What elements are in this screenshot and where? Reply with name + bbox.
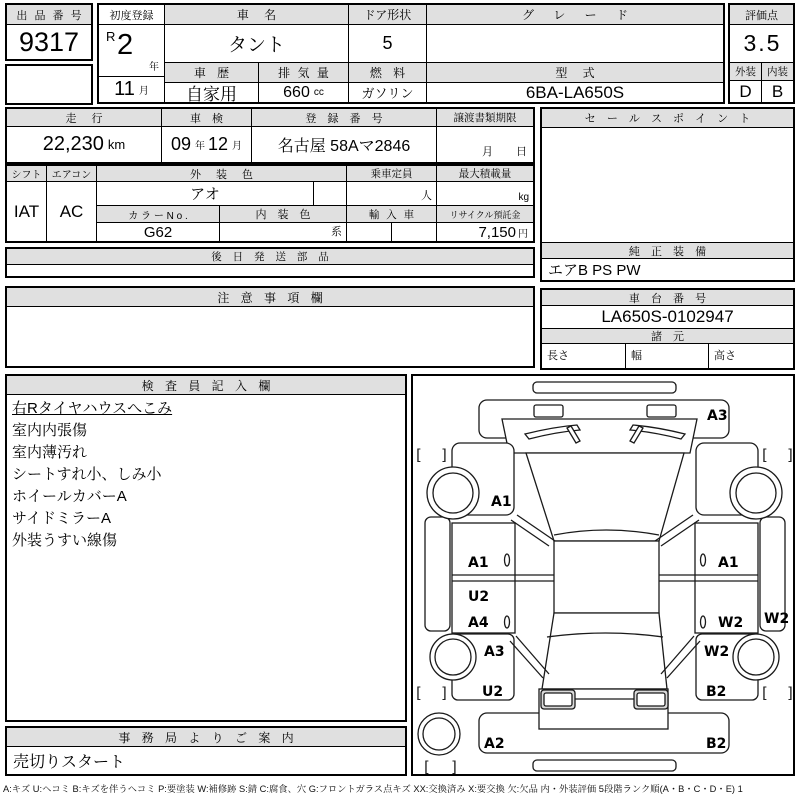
reg-month: 11 [114, 78, 135, 100]
sales-point-value [542, 128, 793, 242]
shift-value: IAT [7, 182, 47, 241]
bracket-icon: ] [441, 684, 447, 702]
inspection-year: 09 [170, 134, 191, 154]
rear-right-wheel-inner [738, 639, 774, 675]
equipment-label: 純 正 装 備 [542, 242, 793, 259]
inspector-note-line: ホイールカバーA [12, 488, 127, 505]
rear-bumper-strip [533, 760, 676, 771]
chassis-label: 車 台 番 号 [542, 290, 793, 306]
front-bumper-right-detail [647, 405, 676, 417]
office-notice-label: 事 務 局 よ り ご 案 内 [7, 728, 405, 747]
grade-label: グ レ ー ド [427, 5, 723, 25]
plate-number-label: 登 録 番 号 [252, 109, 437, 127]
grade-value [427, 25, 723, 63]
right-front-door-handle [701, 554, 706, 566]
car-name-value: タント [165, 25, 349, 63]
right-rear-fold-line [661, 636, 694, 674]
auction-number-value: 9317 [18, 26, 80, 57]
aircon-value: AC [47, 182, 97, 241]
specs-label: 諸 元 [542, 328, 793, 344]
right-taillight-inner [637, 693, 665, 706]
interior-grade-value: B [771, 81, 784, 101]
aircon-label: エアコン [47, 166, 97, 182]
spec-length-label: 長さ [542, 344, 626, 368]
damage-label-left-fender: A1 [491, 494, 512, 510]
shift-label: シフト [7, 166, 47, 182]
transfer-day-unit: 日 [516, 146, 527, 158]
inspector-note-line: 外装うすい線傷 [12, 532, 118, 549]
damage-code-legend: A:キズ U:ヘコミ B:キズを伴うヘコミ P:要塗装 W:補修跡 S:錆 C:腐食、穴 G:フロントガラス点キズ XX:交換済み X:要交換 欠:欠品 内・外装評価 5段階ランク順(A・B・C・D・E) 1 [3, 784, 743, 794]
inspection-value-cell [162, 127, 252, 162]
left-sill [425, 517, 450, 631]
inspector-note-line: サイドミラーA [12, 510, 111, 527]
transfer-docs-value-cell [437, 127, 533, 162]
damage-label-right-sill: W2 [764, 611, 790, 627]
displacement-label: 排 気 量 [259, 63, 349, 83]
exterior-grade-label: 外装 [730, 63, 762, 81]
rating-label: 評価点 [730, 5, 793, 25]
mileage-value-cell [7, 127, 162, 162]
interior-grade-label: 内装 [762, 63, 793, 81]
imported-label: 輸 入 車 [347, 206, 437, 223]
sales-point-box [540, 107, 795, 282]
bracket-icon: [ [762, 684, 768, 702]
inspection-year-unit: 年 [195, 141, 205, 152]
rear-left-wheel-inner [435, 639, 471, 675]
left-rear-fold-line2 [510, 641, 543, 678]
damage-label-right-quarter: W2 [704, 644, 730, 660]
damage-label-front-bumper: A3 [707, 408, 728, 424]
exterior-color-value: アオ [97, 182, 314, 206]
exterior-color-sub-cell [314, 182, 347, 206]
left-rear-door-handle [505, 616, 510, 628]
rating-box [728, 3, 795, 104]
mileage-value: 22,230 [42, 133, 104, 155]
windshield [526, 453, 684, 541]
front-bumper-left-detail [534, 405, 563, 417]
spec-height-label: 高さ [714, 350, 736, 362]
auction-number-empty-box [5, 64, 93, 105]
first-registration-label: 初度登録 [99, 5, 165, 25]
history-label: 車 歴 [165, 63, 259, 83]
inspector-note-line: 室内内張傷 [12, 422, 88, 439]
bracket-icon: [ [416, 446, 422, 464]
bracket-icon: ] [787, 684, 793, 702]
era-letter: R [106, 29, 116, 44]
mileage-unit: km [107, 137, 126, 152]
rear-window [542, 613, 667, 689]
fuel-label: 燃 料 [349, 63, 427, 83]
front-bumper-strip [533, 382, 676, 393]
right-rear-fold-line2 [667, 641, 700, 678]
exterior-color-label: 外 装 色 [97, 166, 347, 182]
imported-cell-1 [347, 223, 392, 241]
mileage-row-table [5, 107, 535, 164]
bracket-icon: ] [451, 758, 457, 774]
fuel-value: ガソリン [349, 83, 427, 102]
office-notice-box [5, 726, 407, 776]
inspector-note-line: シートすれ小、しみ小 [12, 466, 162, 483]
front-left-wheel-inner [433, 473, 473, 513]
imported-cell-2 [392, 223, 437, 241]
capacity-label: 乗車定員 [347, 166, 437, 182]
exterior-grade-value: D [730, 81, 762, 102]
door-shape-label: ドア形状 [349, 5, 427, 25]
later-parts-box [5, 247, 535, 278]
car-name-label: 車 名 [165, 5, 349, 25]
damage-label-rear-bumper-left: A2 [484, 736, 505, 752]
mileage-label: 走 行 [7, 109, 162, 127]
plate-number-value: 名古屋 58Aマ2846 [252, 127, 437, 162]
max-load-label: 最大積載量 [437, 166, 533, 182]
rating-score: 3.5 [730, 25, 793, 63]
era-year: 2 [117, 29, 134, 61]
left-taillight-inner [544, 693, 572, 706]
interior-color-value-cell [220, 223, 347, 241]
sales-point-label: セ ー ル ス ポ イ ン ト [542, 109, 793, 128]
capacity-value-cell [347, 182, 437, 206]
model-code-label: 型 式 [427, 63, 723, 83]
door-shape-value: 5 [349, 25, 427, 63]
inspector-notes-body [12, 398, 402, 552]
color-no-label: カ ラ ー N o . [97, 206, 220, 223]
spare-tire-inner [423, 718, 455, 750]
damage-label-right-quarter-lower: B2 [706, 684, 727, 700]
inspection-label: 車 検 [162, 109, 252, 127]
recycle-unit: 円 [518, 228, 528, 240]
bracket-icon: ] [441, 446, 447, 464]
damage-label-left-front-door: A1 [468, 555, 489, 571]
spec-width-label: 幅 [626, 344, 709, 368]
bracket-icon: ] [787, 446, 793, 464]
equipment-value: エアB PS PW [548, 262, 641, 279]
month-unit: 月 [138, 86, 149, 97]
year-unit: 年 [149, 62, 159, 73]
max-load-unit: kg [518, 192, 529, 203]
first-registration-month-cell [99, 77, 165, 102]
bracket-icon: [ [416, 684, 422, 702]
auction-number-label: 出 品 番 号 [7, 5, 91, 25]
capacity-unit: 人 [421, 190, 432, 202]
color-no-value: G62 [97, 223, 220, 241]
damage-diagram-box [411, 374, 795, 776]
inspector-note-line: 右Rタイヤハウスへこみ [12, 400, 173, 417]
damage-label-left-quarter: A3 [484, 644, 505, 660]
recycle-label: リサイクル預託金 [437, 206, 533, 223]
inspector-notes-label: 検 査 員 記 入 欄 [7, 376, 405, 395]
office-notice-value: 売切りスタート [13, 754, 126, 771]
interior-color-label: 内 装 色 [220, 206, 347, 223]
inspector-notes-box [5, 374, 407, 722]
history-value: 自家用 [165, 83, 259, 102]
caution-box [5, 286, 535, 368]
damage-label-right-front-door: A1 [718, 555, 739, 571]
first-registration-year-cell [99, 25, 165, 77]
chassis-value: LA650S-0102947 [601, 307, 734, 326]
later-parts-label: 後 日 発 送 部 品 [7, 249, 533, 265]
car-damage-diagram [413, 376, 793, 774]
model-code-value: 6BA-LA650S [525, 83, 625, 102]
right-rear-door-handle [701, 616, 706, 628]
left-front-door-handle [505, 554, 510, 566]
displacement-value: 660 [283, 83, 310, 101]
caution-value [7, 307, 533, 366]
roof [554, 541, 659, 613]
inspection-month: 12 [208, 134, 229, 154]
inspection-month-unit: 月 [232, 141, 243, 152]
transfer-month-unit: 月 [482, 146, 493, 158]
left-rear-fold-line [516, 636, 549, 674]
transfer-docs-label: 譲渡書類期限 [437, 109, 533, 127]
bracket-icon: [ [762, 446, 768, 464]
damage-label-left-rear-door-1: U2 [468, 589, 490, 605]
damage-label-rear-bumper-right: B2 [706, 736, 727, 752]
color-row-table [5, 164, 535, 243]
damage-label-left-quarter-lower: U2 [482, 684, 504, 700]
interior-color-unit: 系 [331, 226, 342, 238]
damage-label-right-rear-door: W2 [718, 615, 744, 631]
damage-label-left-rear-door-2: A4 [468, 615, 489, 631]
recycle-value: 7,150 [478, 223, 516, 241]
inspector-note-line: 室内薄汚れ [12, 444, 88, 461]
vehicle-header-table [97, 3, 725, 104]
caution-label: 注 意 事 項 欄 [7, 288, 533, 307]
max-load-value-cell [437, 182, 533, 206]
front-right-wheel-inner [736, 473, 776, 513]
chassis-box [540, 288, 795, 370]
displacement-value-cell [259, 83, 349, 102]
recycle-value-cell [437, 223, 533, 241]
displacement-unit: cc [313, 87, 324, 98]
auction-number-box [5, 3, 93, 61]
bracket-icon: [ [424, 758, 430, 774]
later-parts-value [7, 265, 533, 276]
